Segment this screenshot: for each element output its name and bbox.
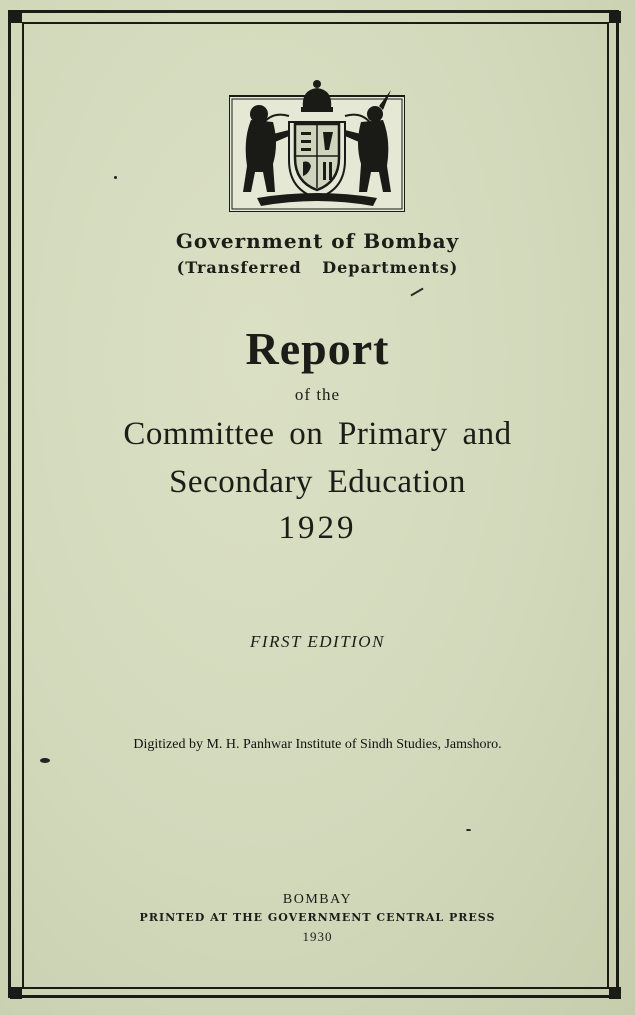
report-heading: Report <box>245 323 390 374</box>
government-name: Government of Bombay <box>175 229 460 253</box>
corner-ornament <box>609 11 621 23</box>
report-year: 1929 <box>278 510 357 546</box>
title-line-1: Committee on Primary and <box>123 416 512 452</box>
ink-speck <box>466 829 471 831</box>
print-year: 1930 <box>302 929 333 944</box>
royal-coat-of-arms-icon <box>229 80 405 212</box>
of-the-text: of the <box>294 385 341 404</box>
ink-speck <box>40 758 50 763</box>
edition-label: FIRST EDITION <box>250 632 385 651</box>
corner-ornament <box>609 987 621 999</box>
digitized-note: Digitized by M. H. Panhwar Institute of Sindh Studies, Jamshoro. <box>133 737 502 752</box>
corner-ornament <box>10 987 22 999</box>
ink-speck <box>114 176 117 179</box>
publication-city: BOMBAY <box>282 892 353 907</box>
department-name: (Transferred Departments) <box>176 258 459 277</box>
title-line-2: Secondary Education <box>169 464 466 500</box>
corner-ornament <box>10 11 22 23</box>
printer-name: PRINTED AT THE GOVERNMENT CENTRAL PRESS <box>139 911 496 924</box>
